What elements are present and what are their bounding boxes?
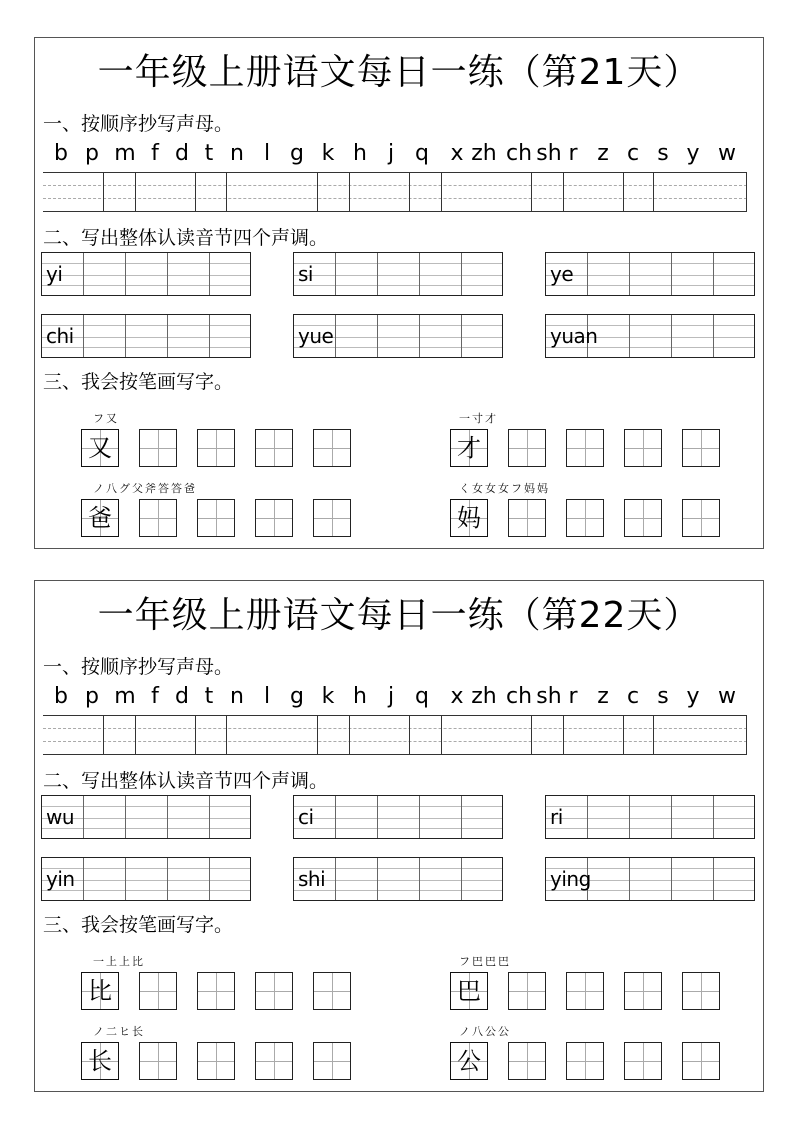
consonant-letter: t [204, 141, 214, 166]
pinyin-writing-box[interactable] [545, 314, 755, 358]
consonant-letter: sh [536, 684, 562, 709]
pinyin-writing-box[interactable] [41, 252, 251, 296]
practice-cell[interactable] [139, 972, 177, 1010]
consonant-letter: y [686, 141, 700, 166]
stroke-order-hint: ノ八グ父斧答答爸 [93, 482, 197, 495]
model-character: 爸 [88, 504, 112, 532]
practice-cell[interactable] [624, 1042, 662, 1080]
model-character: 公 [457, 1047, 481, 1075]
consonant-letter: d [175, 141, 189, 166]
stroke-order-hint: フ巴巴巴 [459, 955, 511, 968]
consonant-letter: f [151, 684, 159, 709]
consonant-letter: z [597, 141, 609, 166]
model-character: 长 [88, 1047, 112, 1075]
worksheet-title: 一年级上册语文每日一练（第22天） [97, 595, 701, 636]
consonant-letter: q [415, 684, 429, 709]
model-character-cell [450, 499, 488, 537]
model-character-cell [450, 1042, 488, 1080]
practice-cell[interactable] [508, 429, 546, 467]
practice-cell[interactable] [682, 1042, 720, 1080]
practice-cell[interactable] [313, 499, 351, 537]
practice-cell[interactable] [139, 429, 177, 467]
consonant-letter: c [626, 684, 640, 709]
syllable-label: wu [46, 805, 75, 829]
practice-cell[interactable] [508, 1042, 546, 1080]
consonant-letter: l [263, 684, 271, 709]
consonant-letter: h [353, 141, 367, 166]
pinyin-writing-box[interactable] [293, 314, 503, 358]
syllable-label: yin [46, 867, 75, 891]
consonant-letter: b [54, 684, 68, 709]
section-2-heading: 二、写出整体认读音节四个声调。 [43, 227, 329, 249]
consonant-letter: j [387, 141, 395, 166]
practice-cell[interactable] [197, 499, 235, 537]
consonant-letter: q [415, 141, 429, 166]
practice-cell[interactable] [313, 429, 351, 467]
consonant-sequence [47, 683, 747, 713]
consonant-letter: k [321, 141, 335, 166]
pinyin-writing-box[interactable] [545, 252, 755, 296]
consonant-writing-lines[interactable] [43, 172, 747, 212]
consonant-letter: d [175, 684, 189, 709]
pinyin-writing-box[interactable] [545, 857, 755, 901]
section-3-heading: 三、我会按笔画写字。 [43, 371, 234, 393]
practice-cell[interactable] [255, 1042, 293, 1080]
model-character: 巴 [457, 977, 481, 1005]
syllable-label: shi [298, 867, 326, 891]
practice-cell[interactable] [566, 499, 604, 537]
consonant-sequence [47, 140, 747, 170]
consonant-letter: h [353, 684, 367, 709]
practice-cell[interactable] [197, 1042, 235, 1080]
consonant-letter: g [290, 684, 304, 709]
consonant-letter: ch [505, 684, 533, 709]
stroke-order-hint: く女女女フ妈妈 [459, 482, 550, 495]
consonant-letter: x [450, 684, 464, 709]
consonant-letter: l [263, 141, 271, 166]
worksheet-title: 一年级上册语文每日一练（第21天） [97, 52, 701, 93]
consonant-letter: n [230, 141, 244, 166]
syllable-label: ying [550, 867, 591, 891]
syllable-label: ye [550, 262, 574, 286]
practice-cell[interactable] [682, 972, 720, 1010]
stroke-order-hint: 一寸才 [459, 412, 498, 425]
section-1-heading: 一、按顺序抄写声母。 [43, 656, 234, 678]
consonant-writing-lines[interactable] [43, 715, 747, 755]
practice-cell[interactable] [566, 429, 604, 467]
pinyin-writing-box[interactable] [41, 314, 251, 358]
consonant-letter: b [54, 141, 68, 166]
model-character: 才 [457, 434, 481, 462]
model-character: 妈 [457, 504, 481, 532]
consonant-letter: m [114, 684, 136, 709]
consonant-letter: w [718, 684, 736, 709]
practice-cell[interactable] [255, 499, 293, 537]
pinyin-writing-box[interactable] [293, 795, 503, 839]
model-character-cell [81, 972, 119, 1010]
consonant-letter: zh [471, 684, 497, 709]
consonant-letter: r [568, 141, 578, 166]
stroke-order-hint: ノ二ヒ长 [93, 1025, 145, 1038]
consonant-letter: k [321, 684, 335, 709]
practice-cell[interactable] [566, 972, 604, 1010]
consonant-letter: y [686, 684, 700, 709]
consonant-letter: p [85, 684, 99, 709]
practice-cell[interactable] [313, 1042, 351, 1080]
practice-cell[interactable] [566, 1042, 604, 1080]
consonant-letter: p [85, 141, 99, 166]
consonant-letter: w [718, 141, 736, 166]
syllable-label: yue [298, 324, 334, 348]
model-character-cell [450, 972, 488, 1010]
practice-cell[interactable] [313, 972, 351, 1010]
consonant-letter: t [204, 684, 214, 709]
practice-cell[interactable] [255, 429, 293, 467]
consonant-letter: n [230, 684, 244, 709]
model-character-cell [81, 499, 119, 537]
stroke-order-hint: フ又 [93, 412, 119, 425]
consonant-letter: s [657, 684, 669, 709]
consonant-letter: r [568, 684, 578, 709]
stroke-order-hint: ノ八公公 [459, 1025, 511, 1038]
consonant-letter: x [450, 141, 464, 166]
syllable-label: ci [298, 805, 314, 829]
consonant-letter: g [290, 141, 304, 166]
consonant-letter: z [597, 684, 609, 709]
practice-cell[interactable] [197, 429, 235, 467]
model-character: 又 [88, 434, 112, 462]
consonant-letter: zh [471, 141, 497, 166]
worksheet-day-22 [34, 580, 764, 1092]
practice-cell[interactable] [139, 499, 177, 537]
section-2-heading: 二、写出整体认读音节四个声调。 [43, 770, 329, 792]
practice-cell[interactable] [508, 972, 546, 1010]
model-character-cell [81, 1042, 119, 1080]
section-1-heading: 一、按顺序抄写声母。 [43, 113, 234, 135]
pinyin-writing-box[interactable] [41, 795, 251, 839]
practice-cell[interactable] [624, 429, 662, 467]
pinyin-writing-box[interactable] [41, 857, 251, 901]
syllable-label: yuan [550, 324, 598, 348]
practice-cell[interactable] [624, 972, 662, 1010]
syllable-label: ri [550, 805, 563, 829]
practice-cell[interactable] [508, 499, 546, 537]
consonant-letter: s [657, 141, 669, 166]
model-character-cell [81, 429, 119, 467]
consonant-letter: ch [505, 141, 533, 166]
practice-cell[interactable] [139, 1042, 177, 1080]
section-3-heading: 三、我会按笔画写字。 [43, 914, 234, 936]
practice-cell[interactable] [197, 972, 235, 1010]
consonant-letter: f [151, 141, 159, 166]
practice-cell[interactable] [255, 972, 293, 1010]
pinyin-writing-box[interactable] [545, 795, 755, 839]
stroke-order-hint: 一上上比 [93, 955, 145, 968]
practice-cell[interactable] [682, 499, 720, 537]
pinyin-writing-box[interactable] [293, 252, 503, 296]
model-character-cell [450, 429, 488, 467]
model-character: 比 [88, 977, 112, 1005]
syllable-label: si [298, 262, 313, 286]
practice-cell[interactable] [682, 429, 720, 467]
worksheet-day-21 [34, 37, 764, 549]
practice-cell[interactable] [624, 499, 662, 537]
pinyin-writing-box[interactable] [293, 857, 503, 901]
consonant-letter: c [626, 141, 640, 166]
consonant-letter: j [387, 684, 395, 709]
syllable-label: chi [46, 324, 74, 348]
consonant-letter: m [114, 141, 136, 166]
syllable-label: yi [46, 262, 63, 286]
consonant-letter: sh [536, 141, 562, 166]
